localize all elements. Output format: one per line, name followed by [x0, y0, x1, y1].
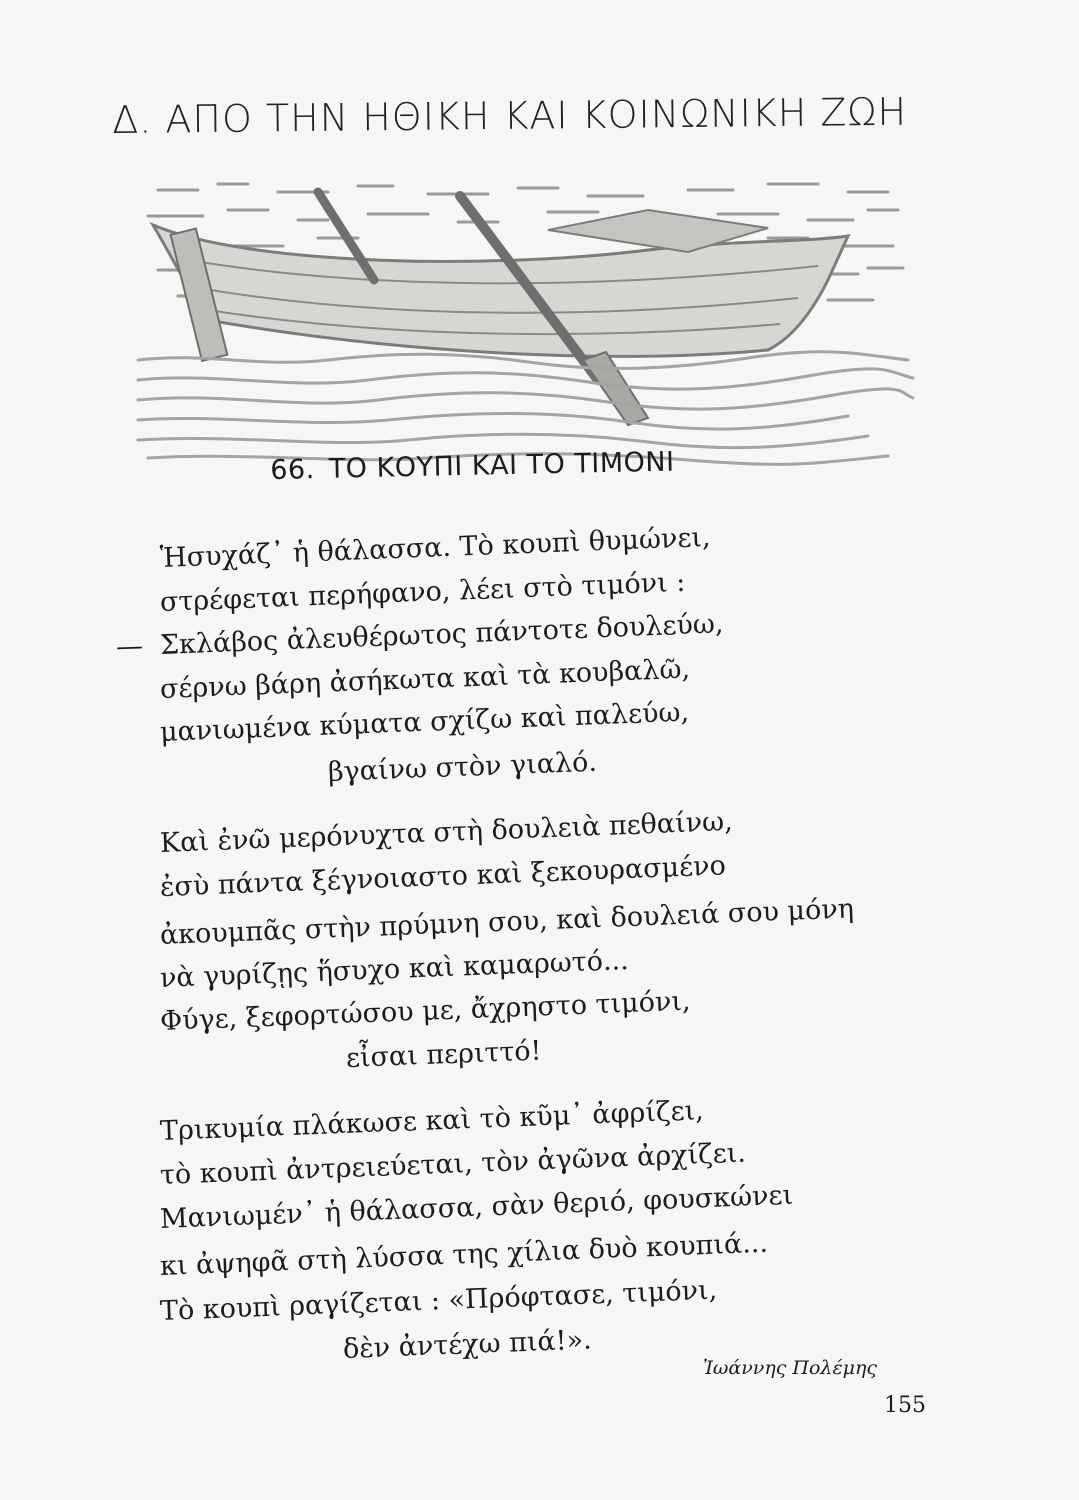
poem-line: σέρνω βάρη ἀσήκωτα καὶ τὰ κουβαλῶ,: [159, 653, 691, 705]
poem-line: νὰ γυρίζῃς ἥσυχο καὶ καμαρωτό...: [159, 945, 630, 994]
poem-line-with-dash: [115, 608, 724, 663]
rowboat-engraving-icon: [128, 170, 918, 470]
poem-line: Καὶ ἐνῶ μερόνυχτα στὴ δουλειὰ πεθαίνω,: [159, 806, 734, 859]
poem-title: ΤΟ ΚΟΥΠΙ ΚΑΙ ΤΟ ΤΙΜΟΝΙ: [328, 446, 675, 485]
page-number: 155: [884, 1393, 926, 1418]
poem-line: δὲν ἀντέχω πιά!».: [342, 1324, 593, 1365]
poem-line: Ἡσυχάζ᾽ ἡ θάλασσα. Τὸ κουπὶ θυμώνει,: [159, 521, 712, 574]
poem-author: Ἰωάννης Πολέμης: [703, 1357, 878, 1379]
poem-line-text: Σκλάβος ἀλευθέρωτος πάντοτε δουλεύω,: [159, 608, 724, 661]
poem-number: 66.: [270, 454, 316, 486]
poem-line: εἶσαι περιττό!: [345, 1035, 543, 1074]
poem-line: Φύγε, ξεφορτώσου με, ἄχρηστο τιμόνι,: [159, 985, 692, 1037]
section-title: Δ. ΑΠΟ ΤΗΝ ΗΘΙΚΗ ΚΑΙ ΚΟΙΝΩΝΙΚΗ ΖΩΗ: [112, 89, 908, 142]
poem-line: βγαίνω στὸν γιαλό.: [327, 746, 598, 788]
dialogue-dash: —: [115, 630, 144, 663]
poem-line: Τὸ κουπὶ ραγίζεται : «Πρόφτασε, τιμόνι,: [159, 1274, 718, 1327]
poem-line: ἀκουμπᾶς στὴν πρύμνη σου, καὶ δουλειά σου μόνη: [159, 893, 855, 951]
poem-line: στρέφεται περήφανο, λέει στὸ τιμόνι :: [159, 566, 686, 618]
poem-line: τὸ κουπὶ ἀντρειεύεται, τὸν ἀγῶνα ἀρχίζει.: [159, 1137, 747, 1191]
poem-line: κι ἀψηφᾶ στὴ λύσσα της χίλια δυὸ κουπιά...: [159, 1227, 769, 1282]
poem-line: μανιωμένα κύματα σχίζω καὶ παλεύω,: [159, 696, 690, 748]
poem-line: Μανιωμέν᾽ ἡ θάλασσα, σὰν θεριό, φουσκώνει: [159, 1179, 794, 1235]
poem-line: ἐσὺ πάντα ξέγνοιαστο καὶ ξεκουρασμένο: [159, 850, 727, 903]
poem-line: Τρικυμία πλάκωσε καὶ τὸ κῦμ᾽ ἀφρίζει,: [159, 1095, 705, 1147]
